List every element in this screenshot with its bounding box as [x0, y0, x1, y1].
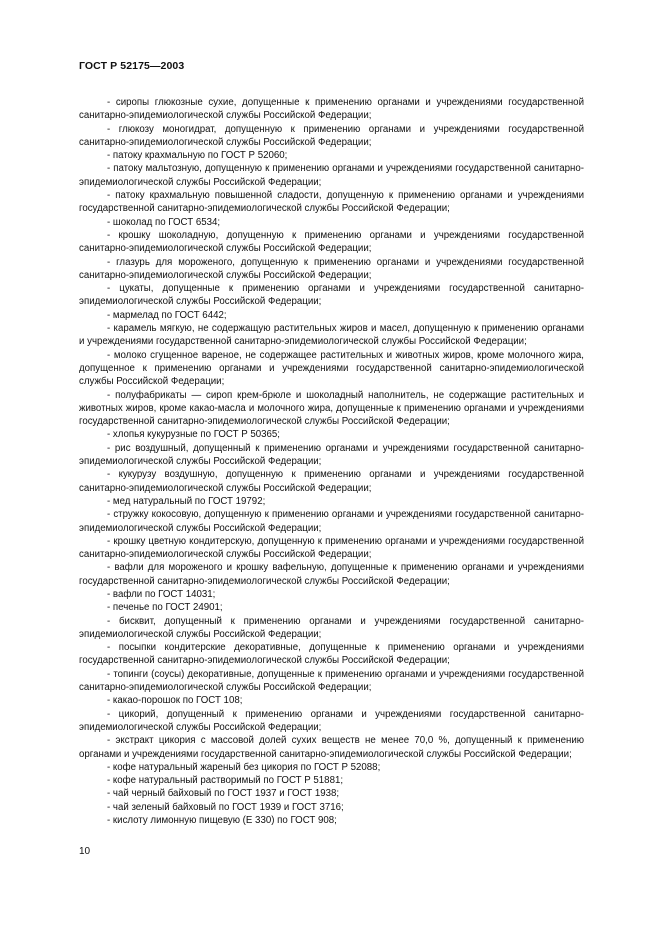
list-item: - кукурузу воздушную, допущенную к применению органами и учреждениями государственной санитарно-эпидемиологической службы Российской Федерации;: [79, 469, 584, 494]
list-item: - кофе натуральный растворимый по ГОСТ Р 51881;: [107, 775, 344, 787]
list-item: - патоку крахмальную по ГОСТ Р 52060;: [107, 150, 288, 162]
list-item: - мед натуральный по ГОСТ 19792;: [107, 495, 266, 507]
list-item: - карамель мягкую, не содержащую растительных жиров и масел, допущенную к применению органами и учреждениями государственной санитарно-эпидемиологической службы Российской Федерации;: [79, 323, 584, 348]
list-item: - глазурь для мороженого, допущенную к применению органами и учреждениями государственной санитарно-эпидемиологической службы Российской Федерации;: [79, 256, 584, 281]
list-item: - кислоту лимонную пищевую (Е 330) по ГОСТ 908;: [107, 815, 337, 827]
list-item: - вафли по ГОСТ 14031;: [107, 588, 216, 600]
list-item: - чай зеленый байховый по ГОСТ 1939 и ГОСТ 3716;: [107, 801, 344, 813]
list-item: - мармелад по ГОСТ 6442;: [107, 309, 227, 321]
ingredient-list: [79, 96, 584, 827]
document-header: ГОСТ Р 52175—2003: [79, 60, 185, 72]
list-item: - глюкозу моногидрат, допущенную к применению органами и учреждениями государственной санитарно-эпидемиологической службы Российской Федерации;: [79, 123, 584, 148]
list-item: - посыпки кондитерские декоративные, допущенные к применению органами и учреждениями государственной санитарно-эпидемиологической службы Российской Федерации;: [79, 642, 584, 667]
list-item: - печенье по ГОСТ 24901;: [107, 602, 223, 614]
list-item: - цукаты, допущенные к применению органами и учреждениями государственной санитарно-эпидемиологической службы Российской Федерации;: [79, 283, 584, 308]
list-item: - патоку мальтозную, допущенную к применению органами и учреждениями государственной санитарно-эпидемиологической службы Российской Федерации;: [79, 163, 584, 188]
list-item: - вафли для мороженого и крошку вафельную, допущенные к применению органами и учреждениями государственной санитарно-эпидемиологической службы Российской Федерации;: [79, 562, 584, 587]
list-item: - кофе натуральный жареный без цикория по ГОСТ Р 52088;: [107, 761, 381, 773]
list-item: - чай черный байховый по ГОСТ 1937 и ГОСТ 1938;: [107, 788, 340, 800]
list-item: - стружку кокосовую, допущенную к применению органами и учреждениями государственной санитарно-эпидемиологической службы Российской Федерации;: [79, 509, 584, 534]
page-number: 10: [79, 846, 91, 857]
list-item: - цикорий, допущенный к применению органами и учреждениями государственной санитарно-эпидемиологической службы Российской Федерации;: [79, 708, 584, 733]
list-item: - рис воздушный, допущенный к применению органами и учреждениями государственной санитарно-эпидемиологической службы Российской Федерации;: [79, 442, 584, 468]
list-item: - бисквит, допущенный к применению органами и учреждениями государственной санитарно-эпидемиологической службы Российской Федерации;: [79, 615, 584, 640]
list-item: - экстракт цикория с массовой долей сухих веществ не менее 70,0 %, допущенный к применению органами и учреждениями государственной санитарно-эпидемиологической службы Российской Федерации;: [79, 735, 584, 760]
list-item: - сиропы глюкозные сухие, допущенные к применению органами и учреждениями государственной санитарно-эпидемиологической службы Российской Федерации;: [79, 97, 584, 122]
list-item: - полуфабрикаты — сироп крем-брюле и шоколадный наполнитель, не содержащие растительных и животных жиров, кроме какао-масла и молочного жира, допущенные к применению органами и учреждениями государственной санитарно-эпидемиологической службы Российской Федерации;: [79, 389, 584, 428]
list-item: - хлопья кукурузные по ГОСТ Р 50365;: [107, 429, 280, 441]
list-item: - топинги (соусы) декоративные, допущенные к применению органами и учреждениями государственной санитарно-эпидемиологической службы Российской Федерации;: [79, 668, 584, 694]
list-item: - какао-порошок по ГОСТ 108;: [107, 695, 243, 707]
list-item: - крошку цветную кондитерскую, допущенную к применению органами и учреждениями государственной санитарно-эпидемиологической службы Российской Федерации;: [79, 535, 584, 561]
list-item: - крошку шоколадную, допущенную к применению органами и учреждениями государственной санитарно-эпидемиологической службы Российской Федерации;: [79, 229, 584, 255]
list-item: - патоку крахмальную повышенной сладости, допущенную к применению органами и учреждениями государственной санитарно-эпидемиологической службы Российской Федерации;: [79, 190, 584, 215]
list-item: - шоколад по ГОСТ 6534;: [107, 216, 221, 228]
list-item: - молоко сгущенное вареное, не содержащее растительных и животных жиров, кроме молочного жира, допущенное к применению органами и учреждениями государственной санитарно-эпидемиологической службы Российской Федерации;: [79, 349, 584, 388]
